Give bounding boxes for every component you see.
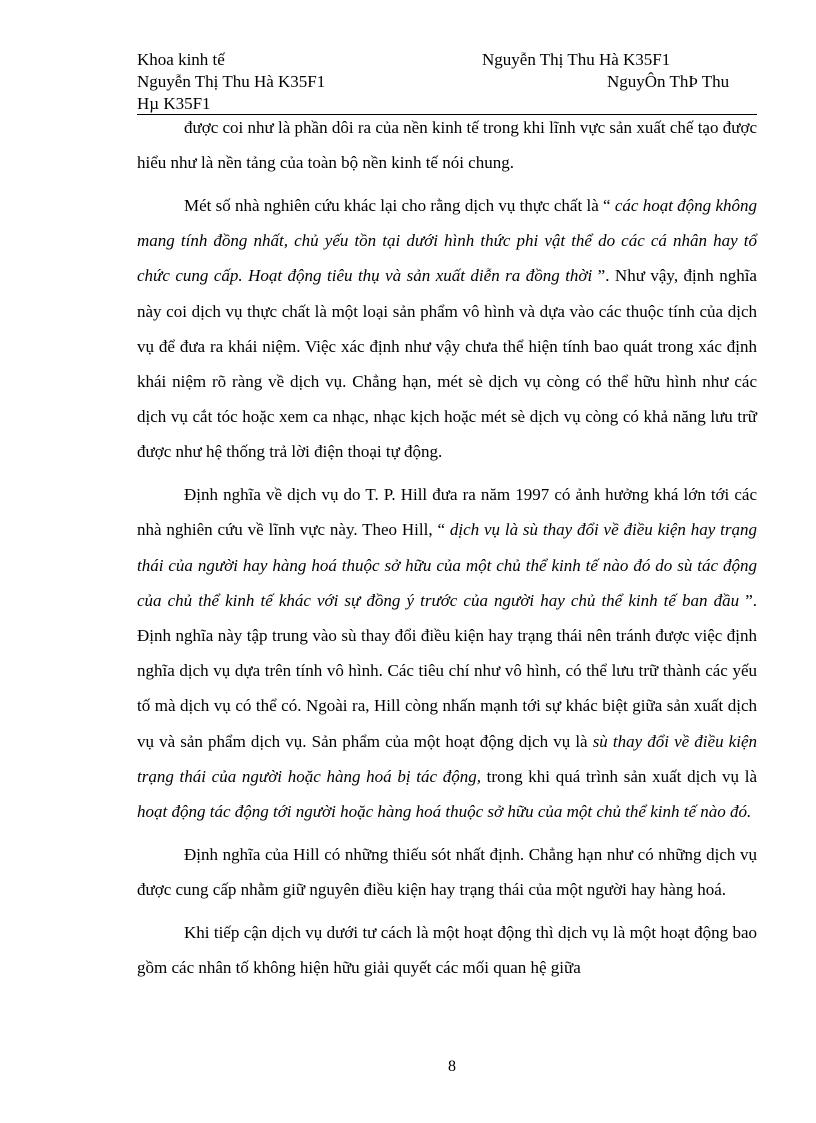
text-run: ”. Như vậy, định nghĩa này coi dịch vụ thực chất là một loại sản phẩm vô hình và dựa vào các thuộc tính của dịch vụ để đưa ra khái niệm. Việc xác định như vậy chưa thể hiện tính bao quát trong xác định khái niệm rõ ràng về dịch vụ. Chẳng hạn, mét sè dịch vụ còng có thể hữu hình như các dịch vụ cắt tóc hoặc xem ca nhạc, nhạc kịch hoặc mét sè dịch vụ còng có khả năng lưu trữ được như hệ thống trả lời điện thoại tự động. — [137, 266, 757, 462]
header-faculty: Khoa kinh tế — [137, 50, 225, 69]
italic-text-run: các hoạt động không mang tính đồng nhất, chủ yếu tồn tại dưới hình thức phi vật thể do các cá nhân hay tổ chức cung cấp. Hoạt động tiêu thụ và sản xuất diễn ra đồng thời — [137, 196, 757, 286]
paragraph — [137, 188, 757, 470]
paragraph — [137, 477, 757, 829]
header-author-left: Nguyễn Thị Thu Hà K35F1 — [137, 72, 326, 91]
page-number: 8 — [448, 1058, 456, 1075]
page-header — [137, 44, 757, 116]
text-run: Định nghĩa về dịch vụ do T. P. Hill đưa ra năm 1997 có ảnh hưởng khá lớn tới các nhà nghiên cứu về lĩnh vực này. Theo Hill, “ — [137, 485, 757, 540]
header-author-right: Nguyễn Thị Thu Hà K35F1 — [482, 50, 671, 69]
header-author-garbled: NguyÔn ThÞ Thu — [607, 72, 730, 91]
text-run: được coi như là phần dôi ra của nền kinh tế trong khi lĩnh vực sản xuất chế tạo được hiểu như là nền tảng của toàn bộ nền kinh tế nói chung. — [137, 118, 757, 173]
text-run: Khi tiếp cận dịch vụ dưới tư cách là một hoạt động thì dịch vụ là một hoạt động bao gồm các nhân tố không hiện hữu giải quyết các mối quan hệ giữa — [137, 922, 757, 978]
document-body — [137, 110, 757, 993]
text-run: ”. Định nghĩa này tập trung vào sù thay đổi điều kiện hay trạng thái nên tránh được việc định nghĩa dịch vụ dựa trên tính vô hình. Các tiêu chí như vô hình, có thể lưu trữ thành các yếu tố mà dịch vụ có thể có. Ngoài ra, Hill còng nhấn mạnh tới sự khác biệt giữa sản xuất dịch vụ và sản phẩm dịch vụ. Sản phẩm của một hoạt động dịch vụ là — [137, 590, 757, 751]
text-run: Mét số nhà nghiên cứu khác lại cho rằng dịch vụ thực chất là “ — [184, 196, 615, 215]
header-author-garbled-cont: Hµ K35F1 — [137, 94, 211, 113]
italic-text-run: sù thay đổi về điều kiện trạng thái của người hoặc hàng hoá bị tác động, — [137, 731, 757, 786]
italic-text-run: dịch vụ là sù thay đổi về điều kiện hay trạng thái của người hay hàng hoá thuộc sở hữu của một chủ thể kinh tế nào đó do sù tác động của chủ thể kinh tế khác với sự đồng ý trước của người hay chủ thể kinh tế ban đầu — [137, 520, 757, 610]
paragraph — [137, 837, 757, 907]
italic-text-run: hoạt động tác động tới người hoặc hàng hoá thuộc sở hữu của một chủ thể kinh tế nào đó. — [137, 802, 752, 822]
text-run: trong khi quá trình sản xuất dịch vụ là — [480, 766, 758, 786]
paragraph — [137, 915, 757, 985]
paragraph — [137, 110, 757, 180]
text-run: Định nghĩa của Hill có những thiếu sót nhất định. Chẳng hạn như có những dịch vụ được cung cấp nhằm giữ nguyên điều kiện hay trạng thái của một người hay hàng hoá. — [137, 844, 757, 900]
